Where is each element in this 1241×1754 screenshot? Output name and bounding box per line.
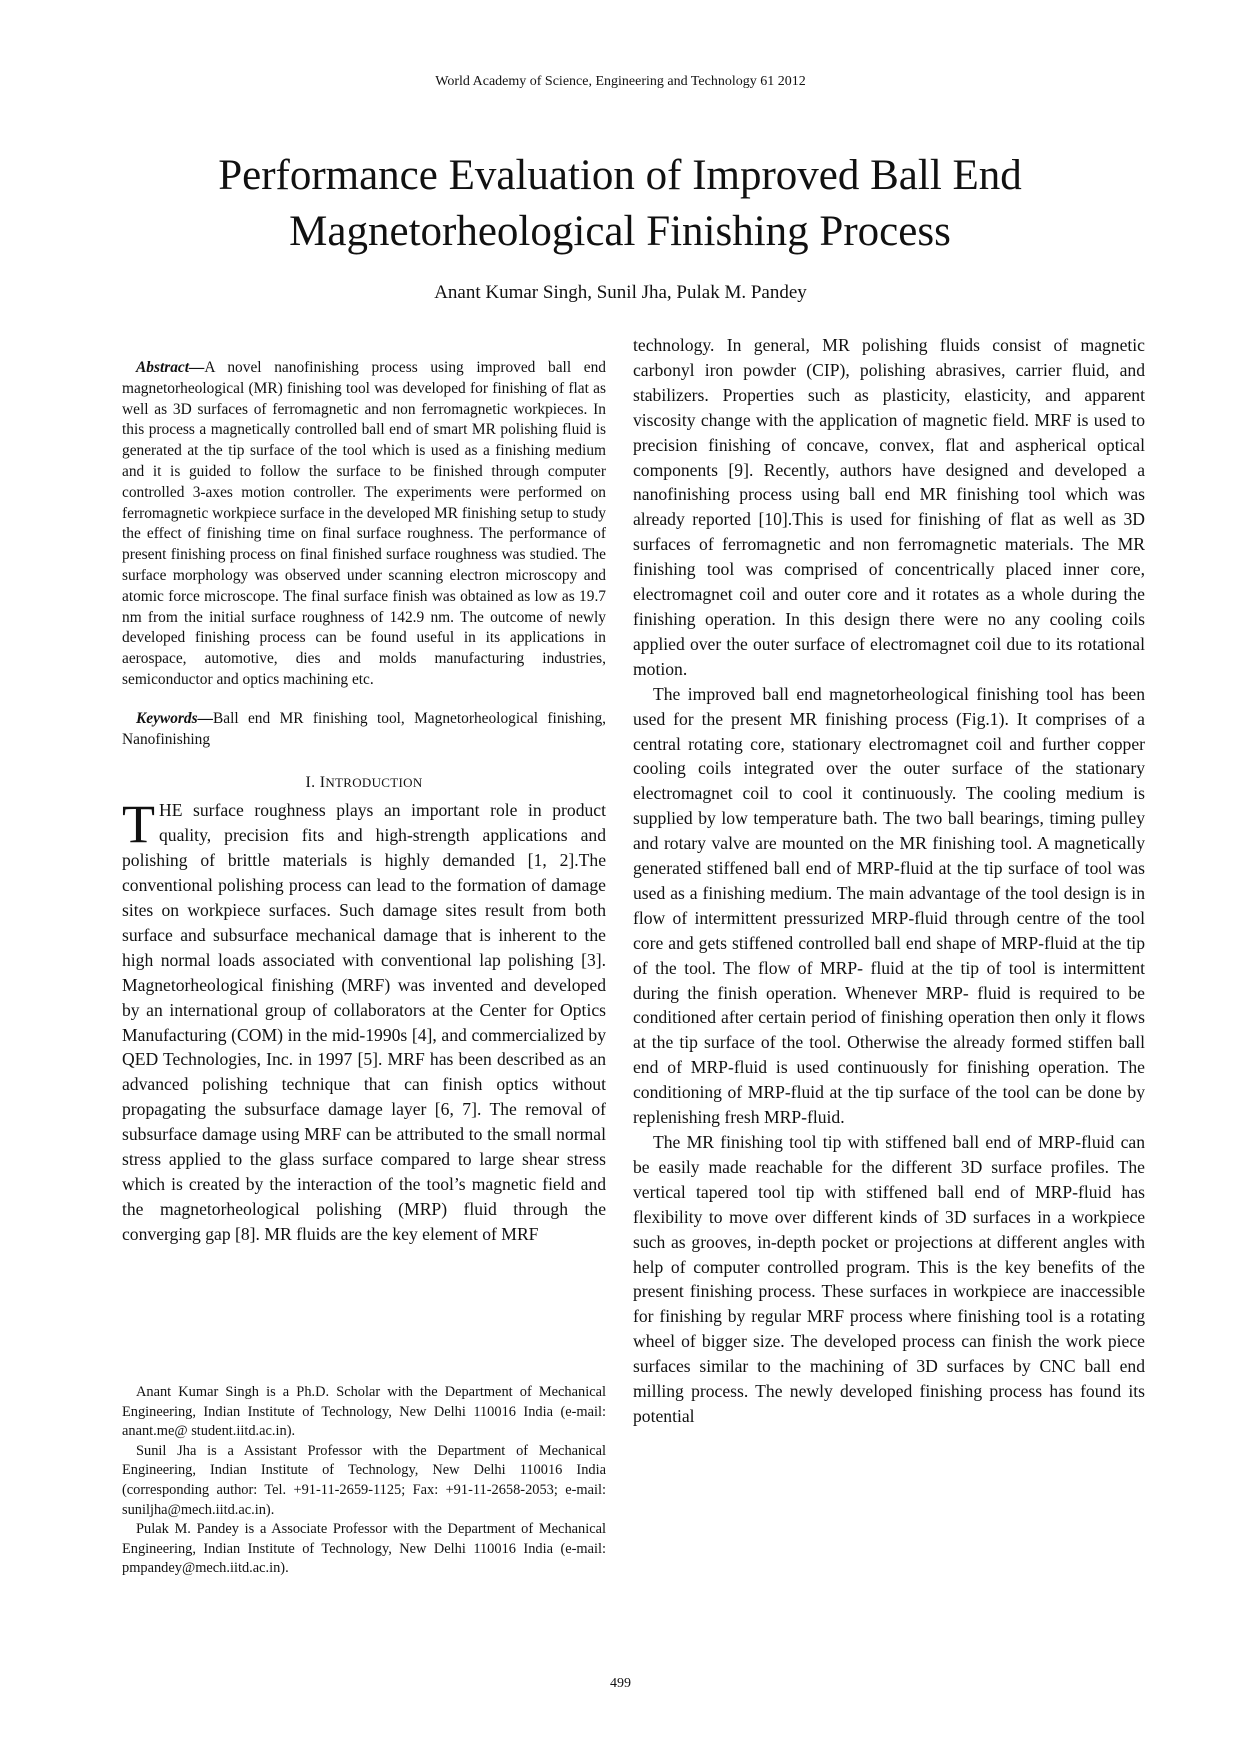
- paragraph-improved-tool: The improved ball end magnetorheological finishing tool has been used for the present MR finishing process (Fig.1). It comprises of a central rotating core, stationary electromagnet coil and further copper cooling coils integrated over the outer surface of the stationary electromagnet coil to cool it continuously. The cooling medium is supplied by low temperature bath. The two ball bearings, timing pulley and rotary valve are mounted on the MR finishing tool. A magnetically generated stiffened ball end of MRP-fluid at the tip surface of tool was used as a finishing medium. The main advantage of the tool design is in flow of intermittent pressurized MRP-fluid through centre of the tool core and gets stiffened controlled ball end shape of MRP-fluid at the tip of the tool. The flow of MRP- fluid at the tip of tool is intermittent during the finish operation. Whenever MRP- fluid is required to be conditioned after certain period of finishing operation then only it flows at the tip surface of the tool. Otherwise the already formed stiffen ball end of MRP-fluid is used continuously for finishing operation. The conditioning of MRP-fluid at the tip surface of the tool can be done by replenishing fresh MRP-fluid.: [633, 683, 1145, 1128]
- left-column: [122, 358, 606, 1247]
- abstract-label: Abstract: [136, 359, 190, 376]
- footnote-author-2: Sunil Jha is a Assistant Professor with the Department of Mechanical Engineering, Indian Institute of Technology, New Delhi 110016 India (corresponding author: Tel. +91-11-2659-1125; Fax: +91-11-2658-2053; e-mail: suniljha@mech.iitd.ac.in).: [122, 1442, 606, 1518]
- intro-paragraph: [122, 794, 606, 1246]
- footnote-author-3: Pulak M. Pandey is a Associate Professor with the Department of Mechanical Engineering, Indian Institute of Technology, New Delhi 110016 India (e-mail: pmpandey@mech.iitd.ac.in).: [122, 1521, 606, 1577]
- paragraph-continuation: technology. In general, MR polishing fluids consist of magnetic carbonyl iron powder (CIP), polishing abrasives, carrier fluid, and stabilizers. Properties such as plasticity, elasticity, and apparent viscosity change with the application of magnetic field. MRF is used to precision finishing of concave, convex, flat and aspherical optical components [9]. Recently, authors have designed and developed a nanofinishing process using ball end MR finishing tool which was already reported [10].This is used for finishing of flat as well as 3D surfaces of ferromagnetic and non ferromagnetic materials. The MR finishing tool was comprised of concentrically placed inner core, electromagnet coil and outer core and it rotates as a whole during the finishing operation. In this design there were no any cooling coils applied over the outer surface of electromagnet coil due to its rotational motion.: [633, 335, 1145, 679]
- paper-title: Performance Evaluation of Improved Ball End Magnetorheological Finishing Process: [218, 152, 1022, 255]
- keywords-text: Ball end MR finishing tool, Magnetorheological finishing, Nanofinishing: [122, 709, 606, 748]
- intro-paragraph-text: HE surface roughness plays an important role in product quality, precision fits and high-strength applications and polishing of brittle materials is highly demanded [1, 2].The conventional polishing process can lead to the formation of damage sites on workpiece surfaces. Such damage sites result from both surface and subsurface mechanical damage that is inherent to the high normal loads associated with conventional lap polishing [3]. Magnetorheological finishing (MRF) was invented and developed by an international group of collaborators at the Center for Optics Manufacturing (COM) in the mid-1990s [4], and commercialized by QED Technologies, Inc. in 1997 [5]. MRF has been described as an advanced polishing technique that can finish optics without propagating the subsurface damage layer [6, 7]. The removal of subsurface damage using MRF can be attributed to the small normal stress applied to the glass surface compared to large shear stress which is created by the interaction of the tool’s magnetic field and the magnetorheological polishing (MRP) fluid through the converging gap [8]. MR fluids are the key element of MRF: [122, 800, 606, 1244]
- paragraph-tool-tip: The MR finishing tool tip with stiffened ball end of MRP-fluid can be easily made reachable for the different 3D surface profiles. The vertical tapered tool tip with stiffened ball end of MRP-fluid has flexibility to move over different kinds of 3D surfaces in a workpiece such as grooves, in-depth pocket or projections at different angles with help of computer controlled program. This is the key benefits of the present finishing process. These surfaces in workpiece are inaccessible for finishing by regular MRF process where finishing tool is a rotating wheel of bigger size. The developed process can finish the work piece surfaces similar to the machining of 3D surfaces by CNC ball end milling process. The newly developed finishing process has found its potential: [633, 1132, 1145, 1426]
- section-number: I.: [305, 774, 320, 792]
- author-list: Anant Kumar Singh, Sunil Jha, Pulak M. Pandey: [434, 282, 807, 303]
- footnote-author-1: Anant Kumar Singh is a Ph.D. Scholar with the Department of Mechanical Engineering, Indian Institute of Technology, New Delhi 110016 India (e-mail: anant.me@ student.iitd.ac.in).: [122, 1384, 606, 1440]
- section-heading-initial: I: [319, 774, 326, 792]
- keywords-dash: —: [197, 709, 213, 727]
- abstract-text: A novel nanofinishing process using improved ball end magnetorheological (MR) finishing tool was developed for finishing of flat as well as 3D surfaces of ferromagnetic and non ferromagnetic workpieces. In this process a magnetically controlled ball end of smart MR polishing fluid is generated at the tip surface of the tool which is used as a finishing medium and it is guided to follow the surface to be finished through computer controlled 3-axes motion controller. The experiments were performed on ferromagnetic workpiece surface in the developed MR finishing setup to study the effect of finishing time on final surface roughness. The performance of present finishing process on final finished surface roughness was studied. The surface morphology was observed under scanning electron microscopy and atomic force microscope. The final surface finish was obtained as low as 19.7 nm from the initial surface roughness of 142.9 nm. The outcome of newly developed finishing process can be found useful in its applications in aerospace, automotive, dies and molds manufacturing industries, semiconductor and optics machining etc.: [122, 359, 606, 688]
- keywords-label: Keywords: [136, 709, 198, 727]
- drop-cap: T: [122, 794, 155, 855]
- running-header: World Academy of Science, Engineering and Technology 61 2012: [435, 74, 806, 89]
- right-column: [633, 333, 1145, 1429]
- abstract: [122, 358, 606, 691]
- page-number: 499: [610, 1676, 631, 1691]
- section-heading-rest: NTRODUCTION: [325, 775, 423, 791]
- keywords: [122, 709, 606, 751]
- section-heading-introduction: [122, 774, 606, 792]
- abstract-dash: —: [189, 359, 205, 376]
- author-footnotes: [122, 1383, 606, 1579]
